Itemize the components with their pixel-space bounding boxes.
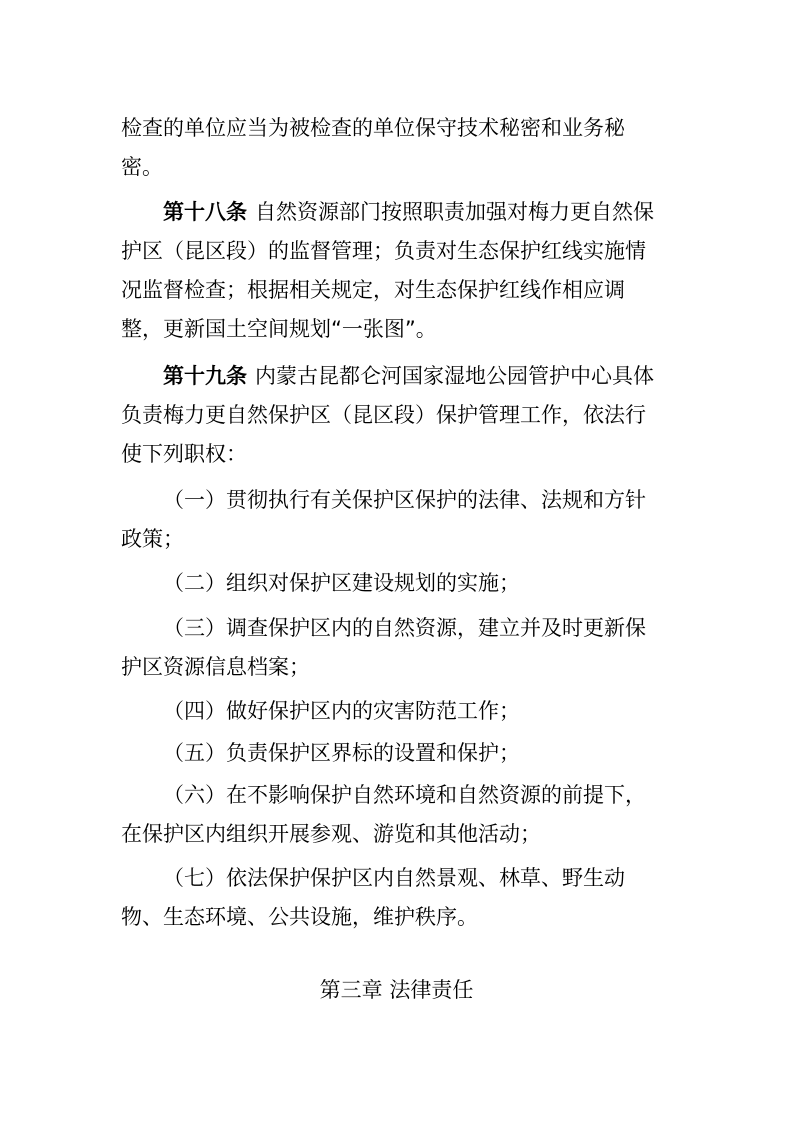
text-line: 护区（昆区段）的监督管理；负责对生态保护红线实施情 bbox=[121, 239, 646, 263]
list-item: （六）在不影响保护自然环境和自然资源的前提下， bbox=[163, 783, 646, 807]
article-18-first-line bbox=[163, 198, 681, 226]
article-19-first-line bbox=[163, 362, 681, 390]
list-item-continuation: 物、生态环境、公共设施，维护秩序。 bbox=[121, 905, 478, 929]
text-line: 况监督检查；根据相关规定，对生态保护红线作相应调 bbox=[121, 278, 625, 302]
list-item-continuation: 在保护区内组织开展参观、游览和其他活动； bbox=[121, 822, 541, 846]
article-19-text: 内蒙古昆都仑河国家湿地公园管护中心具体 bbox=[255, 364, 654, 388]
text-line: 负责梅力更自然保护区（昆区段）保护管理工作，依法行 bbox=[121, 403, 646, 427]
list-item-continuation: 政策； bbox=[121, 527, 184, 551]
text-line: 密。 bbox=[121, 155, 163, 179]
list-item: （七）依法保护保护区内自然景观、林草、野生动 bbox=[163, 866, 625, 890]
list-item: （一）贯彻执行有关保护区保护的法律、法规和方针 bbox=[163, 488, 646, 512]
chapter-heading: 第三章 法律责任 bbox=[319, 978, 474, 1002]
list-item: （三）调查保护区内的自然资源，建立并及时更新保 bbox=[163, 616, 646, 640]
article-18-heading: 第十八条 bbox=[163, 200, 247, 224]
text-line: 使下列职权： bbox=[121, 442, 247, 466]
list-item-continuation: 护区资源信息档案； bbox=[121, 655, 310, 679]
list-item: （二）组织对保护区建设规划的实施； bbox=[163, 571, 520, 595]
article-18-text: 自然资源部门按照职责加强对梅力更自然保 bbox=[255, 200, 654, 224]
list-item: （四）做好保护区内的灾害防范工作； bbox=[163, 699, 520, 723]
text-line: 检查的单位应当为被检查的单位保守技术秘密和业务秘 bbox=[121, 116, 625, 140]
article-19-heading: 第十九条 bbox=[163, 364, 247, 388]
text-line: 整，更新国土空间规划“一张图”。 bbox=[121, 317, 437, 341]
list-item: （五）负责保护区界标的设置和保护； bbox=[163, 741, 520, 765]
